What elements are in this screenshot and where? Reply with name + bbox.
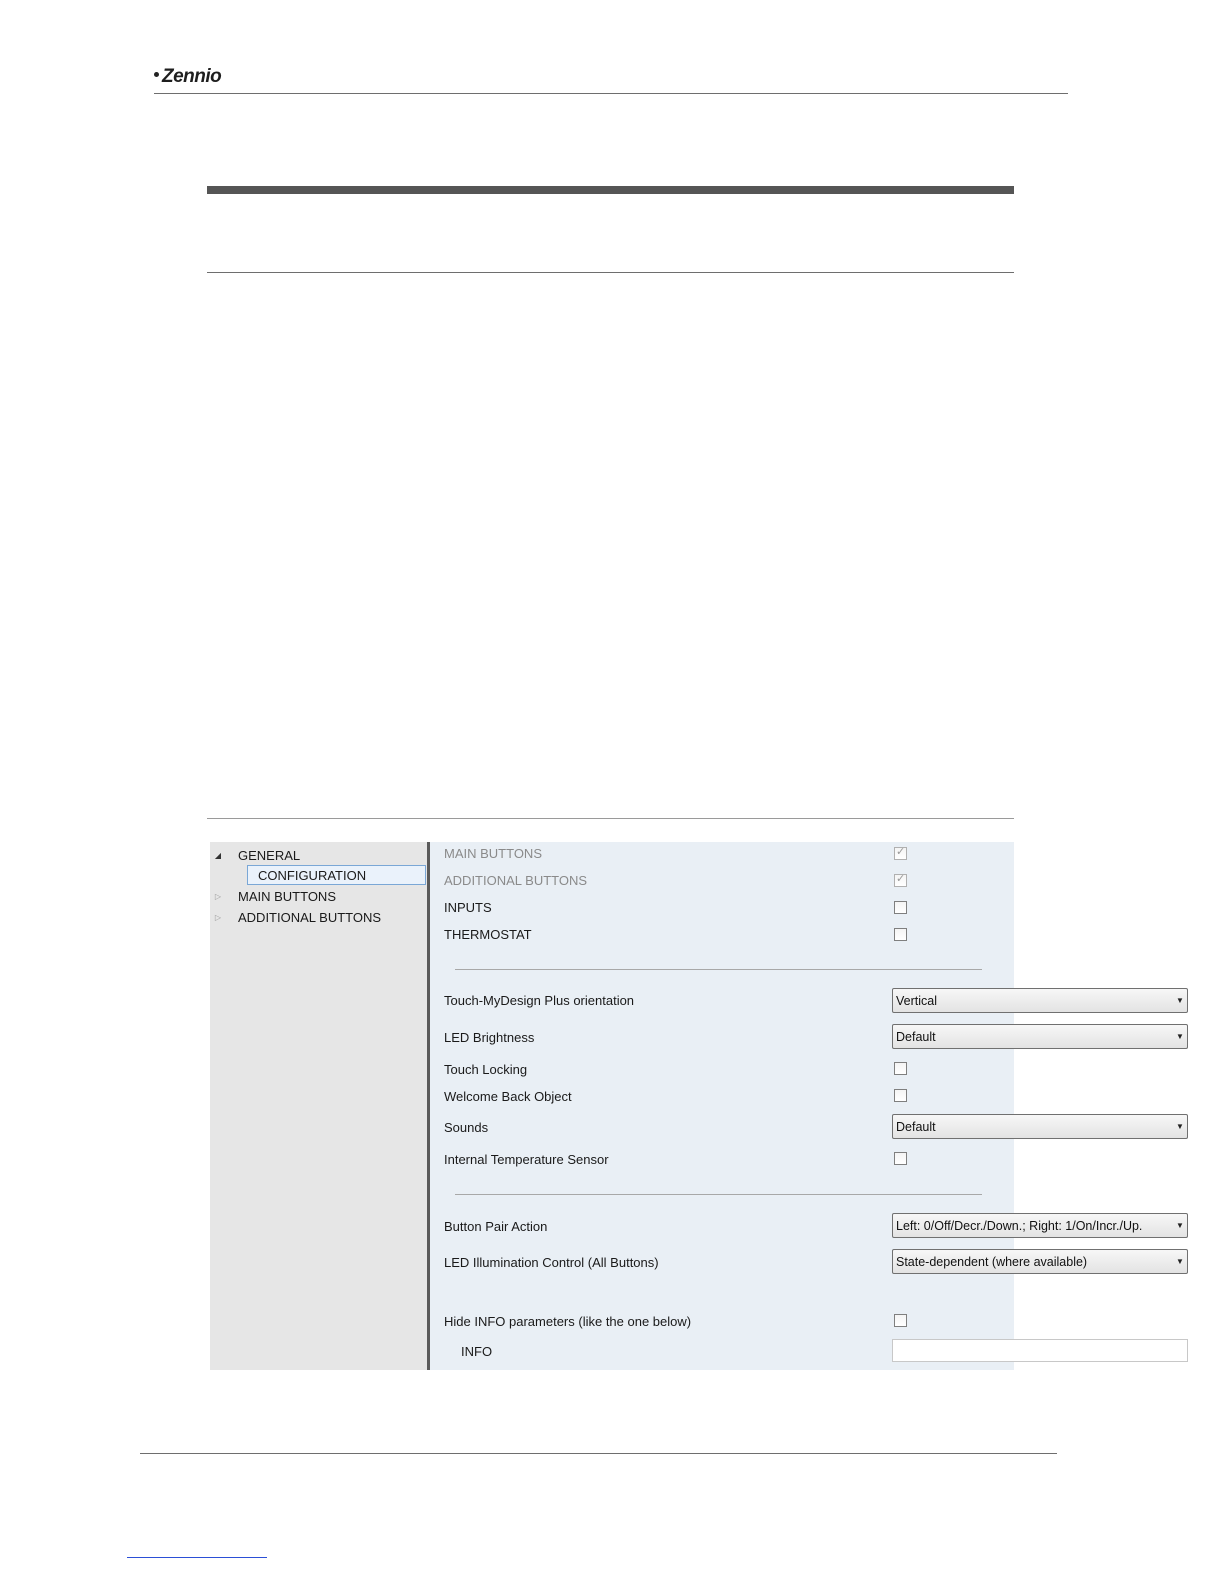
led-illumination-dropdown[interactable] — [892, 1249, 1188, 1274]
separator — [455, 969, 982, 970]
temp-sensor-label: Internal Temperature Sensor — [444, 1152, 609, 1167]
dropdown-arrow-icon[interactable]: ▼ — [1176, 996, 1184, 1005]
info-field[interactable] — [892, 1339, 1188, 1362]
check-icon: ✓ — [896, 873, 906, 885]
tab-tree — [210, 842, 427, 1370]
temp-sensor-checkbox[interactable] — [894, 1152, 907, 1165]
led-illumination-label: LED Illumination Control (All Buttons) — [444, 1255, 659, 1270]
tree-item-configuration[interactable] — [247, 865, 426, 885]
led-brightness-dropdown[interactable] — [892, 1024, 1188, 1049]
welcome-back-checkbox[interactable] — [894, 1089, 907, 1102]
dropdown-arrow-icon[interactable]: ▼ — [1176, 1122, 1184, 1131]
sounds-dropdown[interactable] — [892, 1114, 1188, 1139]
welcome-back-label: Welcome Back Object — [444, 1089, 572, 1104]
dropdown-arrow-icon[interactable]: ▼ — [1176, 1032, 1184, 1041]
touch-locking-label: Touch Locking — [444, 1062, 528, 1077]
dropdown-arrow-icon[interactable]: ▼ — [1176, 1257, 1184, 1266]
footer-rule — [140, 1453, 1057, 1454]
dropdown-value: Default — [896, 1029, 936, 1044]
button-pair-label: Button Pair Action — [444, 1219, 548, 1234]
touch-locking-checkbox[interactable] — [894, 1062, 907, 1075]
hide-info-label: Hide INFO parameters (like the one below) — [444, 1314, 692, 1329]
figure-top-rule — [207, 818, 1014, 819]
info-label: INFO — [461, 1344, 493, 1359]
expanded-arrow-icon[interactable]: ◢ — [214, 850, 222, 860]
dropdown-value: Left: 0/Off/Decr./Down.; Right: 1/On/Incr./Up. — [896, 1218, 1143, 1233]
sounds-label: Sounds — [444, 1120, 489, 1135]
zennio-logo — [154, 66, 221, 88]
main-buttons-label: MAIN BUTTONS — [444, 846, 542, 861]
hide-info-checkbox[interactable] — [894, 1314, 907, 1327]
tree-item-label: CONFIGURATION — [258, 867, 367, 883]
logo-dot — [154, 72, 159, 77]
separator — [455, 1194, 982, 1195]
thermostat-label: THERMOSTAT — [444, 927, 532, 942]
header-rule — [154, 93, 1068, 94]
logo-text: Zennio — [162, 66, 222, 87]
dropdown-value: State-dependent (where available) — [896, 1254, 1088, 1269]
orientation-label: Touch-MyDesign Plus orientation — [444, 993, 635, 1008]
main-buttons-checkbox — [894, 847, 907, 860]
thermostat-checkbox[interactable] — [894, 928, 907, 941]
inputs-label: INPUTS — [444, 900, 492, 915]
tree-item-label: ADDITIONAL BUTTONS — [238, 909, 382, 925]
dropdown-value: Vertical — [896, 993, 937, 1008]
collapsed-arrow-icon[interactable]: ▷ — [214, 891, 222, 901]
inputs-checkbox[interactable] — [894, 901, 907, 914]
collapsed-arrow-icon[interactable]: ▷ — [214, 912, 222, 922]
parameter-window — [210, 842, 1184, 1370]
footer-link-underline[interactable] — [127, 1557, 267, 1558]
tree-item-label: MAIN BUTTONS — [238, 888, 336, 904]
additional-buttons-label: ADDITIONAL BUTTONS — [444, 873, 588, 888]
orientation-dropdown[interactable] — [892, 988, 1188, 1013]
dropdown-arrow-icon[interactable]: ▼ — [1176, 1221, 1184, 1230]
led-brightness-label: LED Brightness — [444, 1030, 535, 1045]
tree-item-label: GENERAL — [238, 847, 301, 863]
additional-buttons-checkbox — [894, 874, 907, 887]
check-icon: ✓ — [896, 846, 906, 858]
button-pair-dropdown[interactable] — [892, 1213, 1188, 1238]
parameter-pane — [430, 842, 1184, 1370]
dropdown-value: Default — [896, 1119, 936, 1134]
section-title-bar — [207, 186, 1014, 194]
section-title-rule — [207, 272, 1014, 273]
